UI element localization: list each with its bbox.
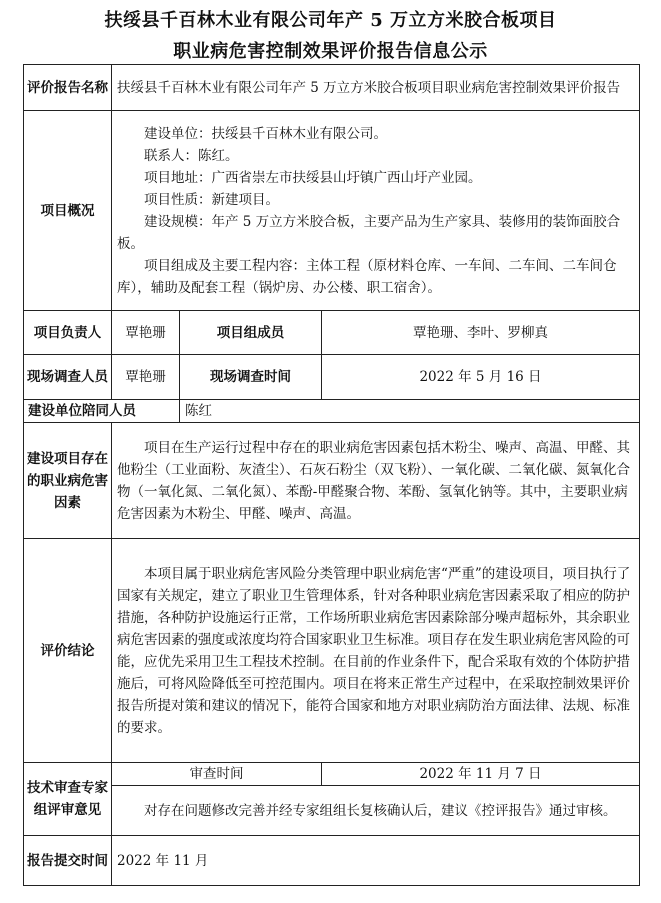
accompany-value: 陈红 bbox=[180, 400, 640, 423]
survey-label: 现场调查人员 bbox=[24, 355, 112, 400]
review-label: 技术审查专家组评审意见 bbox=[24, 763, 112, 836]
survey-value: 覃艳珊 bbox=[112, 355, 180, 400]
report-name-label: 评价报告名称 bbox=[24, 65, 112, 111]
document-title-line1: 扶绥县千百林木业有限公司年产 5 万立方米胶合板项目 bbox=[104, 10, 557, 31]
row-conclusion bbox=[24, 539, 640, 763]
report-name-value: 扶绥县千百林木业有限公司年产 5 万立方米胶合板项目职业病危害控制效果评价报告 bbox=[112, 65, 640, 111]
hazards-text: 项目在生产运行过程中存在的职业病危害因素包括木粉尘、噪声、高温、甲醛、其他粉尘（工业面粉、灰渣尘）、石灰石粉尘（双飞粉）、一氧化碳、二氧化碳、氮氧化合物（一氧化氮、二氧化氮）、苯酚-甲醛聚合物、苯酚、氢氧化钠等。其中，主要职业病危害因素为木粉尘、甲醛、噪声、高温。 bbox=[117, 439, 630, 522]
overview-scale: 建设规模：年产 5 万立方米胶合板，主要产品为生产家具、装修用的装饰面胶合板。 bbox=[117, 213, 621, 252]
row-overview bbox=[24, 111, 640, 311]
overview-value bbox=[112, 111, 640, 311]
overview-composition: 项目组成及主要工程内容：主体工程（原材料仓库、一车间、二车间、二车间仓库），辅助及配套工程（锅炉房、办公楼、职工宿舍）。 bbox=[117, 257, 617, 296]
overview-address: 项目地址：广西省崇左市扶绥县山圩镇广西山圩产业园。 bbox=[144, 169, 482, 186]
members-value: 覃艳珊、李叶、罗柳真 bbox=[322, 311, 640, 355]
leader-label: 项目负责人 bbox=[24, 311, 112, 355]
hazards-value bbox=[112, 423, 640, 539]
row-submit bbox=[24, 836, 640, 886]
survey-time-label: 现场调查时间 bbox=[180, 355, 322, 400]
row-review-time bbox=[24, 763, 640, 786]
review-time-label: 审查时间 bbox=[112, 763, 322, 786]
submit-label: 报告提交时间 bbox=[24, 836, 112, 886]
review-opinion-text: 对存在问题修改完善并经专家组组长复核确认后，建议《控评报告》通过审核。 bbox=[144, 802, 617, 819]
submit-value: 2022 年 11 月 bbox=[112, 836, 640, 886]
members-label: 项目组成员 bbox=[180, 311, 322, 355]
conclusion-text: 本项目属于职业病危害风险分类管理中职业病危害“严重”的建设项目，项目执行了国家有关规定，建立了职业卫生管理体系，针对各种职业病危害因素采取了相应的防护措施，各种防护设施运行正常，工作场所职业病危害因素除部分噪声超标外，其余职业病危害因素的强度或浓度均符合国家职业卫生标准。项目存在发生职业病危害风险的可能，应优先采用卫生工程技术控制。在目前的作业条件下，配合采取有效的个体防护措施后，可将风险降低至可控范围内。项目在将来正常生产过程中，在采取控制效果评价报告所提对策和建议的情况下，能符合国家和地方对职业病防治方面法律、法规、标准的要求。 bbox=[117, 565, 631, 736]
hazards-label: 建设项目存在的职业病危害因素 bbox=[24, 423, 112, 539]
row-hazards bbox=[24, 423, 640, 539]
review-time-value: 2022 年 11 月 7 日 bbox=[322, 763, 640, 786]
overview-contact: 联系人：陈红。 bbox=[144, 147, 239, 164]
row-review-opinion bbox=[24, 786, 640, 836]
conclusion-value bbox=[112, 539, 640, 763]
info-table bbox=[23, 64, 640, 886]
overview-unit: 建设单位：扶绥县千百林木业有限公司。 bbox=[144, 125, 387, 142]
conclusion-label: 评价结论 bbox=[24, 539, 112, 763]
row-leader bbox=[24, 311, 640, 355]
overview-label: 项目概况 bbox=[24, 111, 112, 311]
accompany-label: 建设单位陪同人员 bbox=[24, 400, 180, 423]
row-report-name bbox=[24, 65, 640, 111]
survey-time-value: 2022 年 5 月 16 日 bbox=[322, 355, 640, 400]
document-title-line2: 职业病危害控制效果评价报告信息公示 bbox=[173, 41, 488, 62]
row-accompany bbox=[24, 400, 640, 423]
overview-nature: 项目性质：新建项目。 bbox=[144, 191, 279, 208]
review-opinion bbox=[112, 786, 640, 836]
leader-value: 覃艳珊 bbox=[112, 311, 180, 355]
row-survey bbox=[24, 355, 640, 400]
